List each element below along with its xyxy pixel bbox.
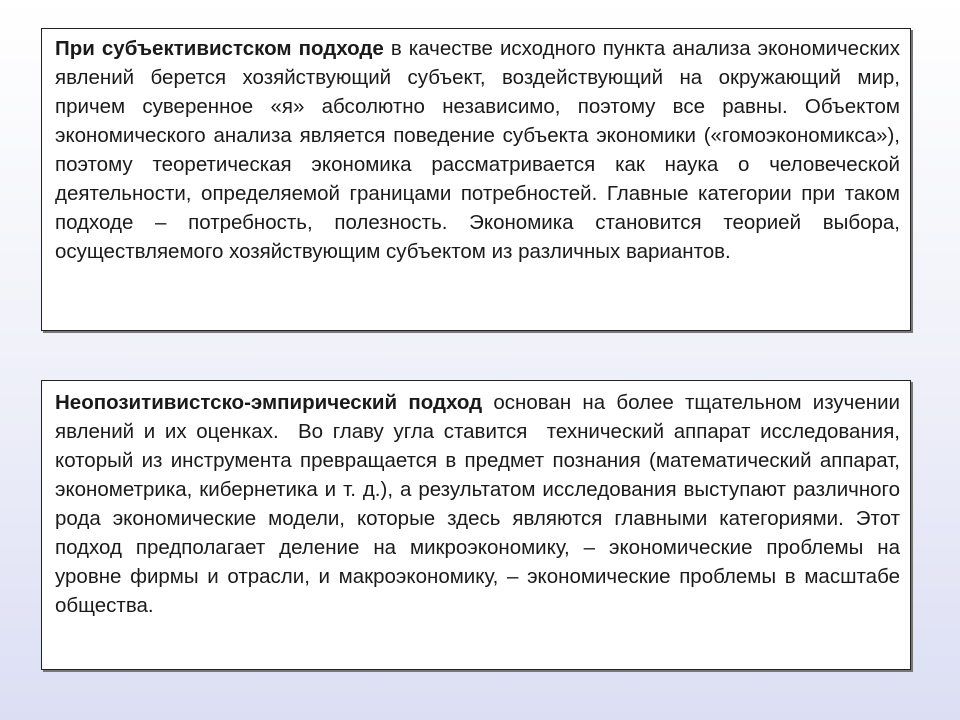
paragraph-neopositivist xyxy=(55,388,906,620)
text-block-subjectivist xyxy=(41,28,911,331)
text-block-neopositivist xyxy=(41,380,911,670)
term-neopositivist: Неопозитивистско-эмпирический подход xyxy=(55,391,483,414)
description-neopositivist: основан на более тщательном изучении явлений и их оценках. Во главу угла ставится технический аппарат исследования, который из инструмента превращается в предмет познания (математический аппарат, эконометрика, кибернетика и т. д.), а результатом исследования выступают различного рода экономические модели, которые здесь являются главными категориями. Этот подход предполагает деление на микроэкономику, – экономические проблемы на уровне фирмы и отрасли, и макроэкономику, – экономические проблемы в масштабе общества. xyxy=(55,391,906,617)
term-subjectivist: При субъективистском подходе xyxy=(55,37,384,60)
description-subjectivist: в качестве исходного пункта анализа экономических явлений берется хозяйствующий субъект, воздействующий на окружающий мир, причем суверенное «я» абсолютно независимо, поэтому все равны. Объектом экономического анализа является поведение субъекта экономики («гомоэкономикса»), поэтому теоретическая экономика рассматривается как наука о человеческой деятельности, определяемой границами потребностей. Главные категории при таком подходе – потребность, полезность. Экономика становится теорией выбора, осуществляемого хозяйствующим субъектом из различных вариантов. xyxy=(55,37,900,263)
paragraph-subjectivist xyxy=(55,34,900,266)
